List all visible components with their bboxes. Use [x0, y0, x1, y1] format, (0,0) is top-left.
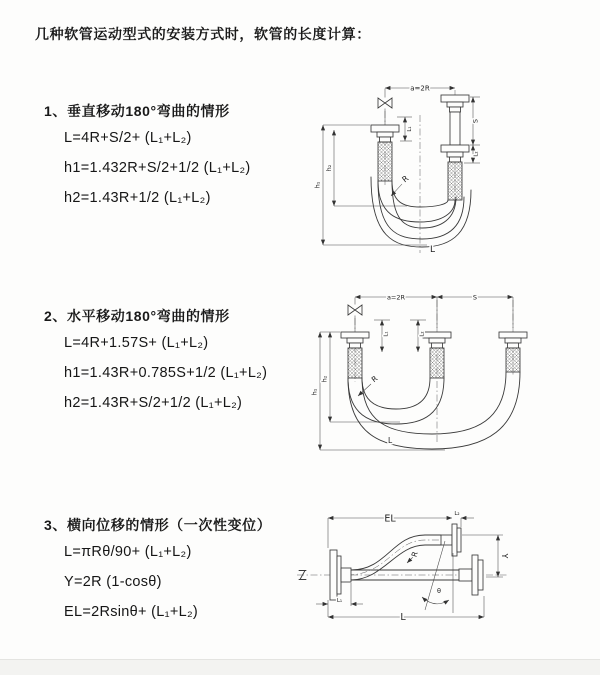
svg-text:a=2R: a=2R — [410, 84, 430, 93]
formula-1-h1: h1=1.432R+S/2+1/2 (L₁+L₂) — [64, 160, 251, 176]
valve-icon — [378, 89, 392, 125]
middle-connector — [423, 332, 451, 378]
page-title: 几种软管运动型式的安装方式时，软管的长度计算： — [35, 26, 371, 42]
radius-callout — [391, 174, 411, 196]
section-lateral-displacement — [44, 515, 271, 627]
diagram-horizontal-movement-180-bend — [310, 282, 580, 462]
left-flange — [330, 550, 351, 600]
dimension-S — [470, 97, 480, 145]
svg-text:L₁: L₁ — [407, 126, 413, 132]
right-connector — [499, 332, 527, 372]
formula-1-L: L=4R+S/2+ (L₁+L₂) — [64, 130, 192, 146]
dimension-L1 — [374, 320, 390, 352]
dimension-h1 — [314, 125, 428, 245]
section-3-heading: 3、横向位移的情形（一次性变位） — [44, 517, 272, 533]
svg-text:L₂: L₂ — [454, 511, 460, 517]
dimension-a-2R — [385, 85, 455, 93]
svg-text:R: R — [400, 173, 411, 185]
svg-text:h₂: h₂ — [325, 164, 333, 172]
section-horizontal-movement — [44, 306, 267, 418]
radius-callout — [407, 550, 420, 563]
length-label-L: L — [388, 436, 393, 445]
left-connector — [341, 332, 369, 378]
valve-icon — [348, 298, 362, 332]
lower-right-flange — [459, 555, 483, 595]
svg-text:S: S — [472, 293, 478, 302]
svg-text:Y: Y — [500, 553, 509, 559]
formula-3-EL: EL=2Rsinθ+ (L₁+L₂) — [64, 604, 199, 620]
page-bottom-edge — [0, 659, 600, 675]
formula-1-h2: h2=1.43R+1/2 (L₁+L₂) — [64, 190, 211, 206]
formula-2-h1: h1=1.43R+0.785S+1/2 (L₁+L₂) — [64, 365, 268, 381]
svg-text:a=2R: a=2R — [386, 293, 406, 302]
formula-2-h2: h2=1.43R+S/2+1/2 (L₁+L₂) — [64, 395, 243, 411]
svg-text:L₁: L₁ — [383, 331, 390, 337]
svg-text:L: L — [400, 612, 406, 623]
section-2-heading: 2、水平移动180°弯曲的情形 — [44, 308, 230, 324]
formula-3-Y: Y=2R (1-cosθ) — [64, 574, 162, 590]
dimension-a-2R — [355, 294, 437, 302]
dimension-L — [328, 596, 484, 623]
left-connector — [371, 125, 399, 181]
svg-text:h₁: h₁ — [310, 388, 319, 396]
svg-text:R: R — [409, 550, 420, 559]
dimension-EL — [328, 514, 452, 549]
diagram-lateral-displacement — [295, 505, 590, 650]
angle-theta — [422, 541, 453, 613]
svg-text:h₂: h₂ — [320, 375, 329, 383]
svg-text:h₁: h₁ — [313, 181, 322, 189]
upper-right-flange — [441, 524, 461, 556]
svg-text:θ: θ — [437, 587, 441, 595]
curved-position-hose — [347, 535, 447, 580]
dimension-S — [437, 294, 513, 329]
svg-text:EL: EL — [384, 513, 396, 525]
right-connector — [441, 95, 469, 200]
svg-text:L₂: L₂ — [419, 331, 426, 337]
svg-text:S: S — [471, 118, 480, 124]
diagram-vertical-movement-180-bend — [315, 75, 575, 260]
formula-3-L: L=πRθ/90+ (L₁+L₂) — [64, 544, 192, 560]
svg-text:R: R — [369, 373, 380, 385]
section-vertical-movement — [44, 101, 251, 213]
section-1-heading: 1、垂直移动180°弯曲的情形 — [44, 103, 230, 119]
svg-text:L₁: L₁ — [336, 598, 343, 604]
svg-text:L₂: L₂ — [473, 151, 480, 157]
centerlines — [385, 90, 455, 253]
formula-2-L: L=4R+1.57S+ (L₁+L₂) — [64, 335, 209, 351]
length-label-L: L — [430, 245, 436, 255]
dimension-h1 — [311, 332, 446, 450]
dimension-L2 — [410, 320, 426, 352]
